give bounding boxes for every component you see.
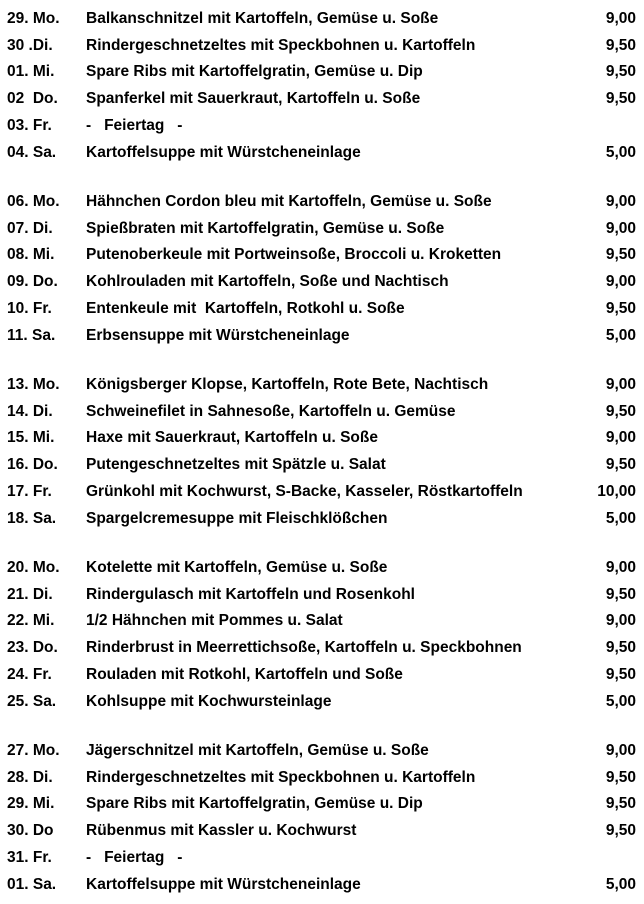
menu-row [0,297,644,321]
menu-day: 17. Fr. [7,482,52,500]
menu-day: 25. Sa. [7,692,57,710]
menu-dish: Spargelcremesuppe mit Fleischklößchen [86,509,388,527]
menu-dish: Rindergulasch mit Kartoffeln und Rosenkohl [86,585,415,603]
menu-price: 9,00 [605,219,636,237]
menu-price: 5,00 [605,692,636,710]
menu-dish: Hähnchen Cordon bleu mit Kartoffeln, Gemüse u. Soße [86,193,492,210]
menu-dish: Rinderbrust in Meerrettichsoße, Kartoffeln u. Speckbohnen [86,639,522,657]
menu-row [0,243,644,267]
menu-row [0,373,644,397]
menu-price: 9,50 [605,63,636,81]
menu-price: 9,50 [605,36,636,54]
menu-dish: - Feiertag - [86,116,183,134]
menu-price: 9,50 [605,665,636,683]
menu-row [0,324,644,348]
menu-price: 5,00 [605,326,636,344]
menu-dish: Putenoberkeule mit Portweinsoße, Broccoli u. Kroketten [86,246,502,264]
menu-price: 9,00 [605,273,636,291]
menu-row [0,663,644,687]
menu-price: 9,00 [605,612,636,630]
menu-row [0,480,644,504]
menu-day: 21. Di. [7,585,53,603]
menu-day: 02 Do. [7,90,58,108]
menu-day: 14. Di. [7,402,53,420]
menu-day: 08. Mi. [7,246,55,264]
menu-day: 01. Mi. [7,63,55,81]
menu-row [0,766,644,790]
menu-price: 5,00 [605,875,636,893]
menu-dish: Erbsensuppe mit Würstcheneinlage [86,326,350,344]
menu-price: 9,50 [605,246,636,264]
menu-price: 9,50 [605,822,636,840]
menu-row [0,217,644,241]
menu-row [0,400,644,424]
menu-day: 28. Di. [7,768,53,786]
menu-price: 9,50 [605,402,636,420]
menu-row [0,270,644,294]
menu-price: 9,00 [605,742,636,759]
menu-day: 15. Mi. [7,429,55,447]
menu-row [0,453,644,477]
menu-dish: Kartoffelsuppe mit Würstcheneinlage [86,143,361,161]
menu-dish: Königsberger Klopse, Kartoffeln, Rote Bete, Nachtisch [86,376,489,393]
menu-dish: Schweinefilet in Sahnesoße, Kartoffeln u. Gemüse [86,402,456,420]
menu-row [0,846,644,870]
menu-day: 03. Fr. [7,116,52,134]
menu-row [0,556,644,580]
menu-row [0,34,644,58]
menu-dish: Spießbraten mit Kartoffelgratin, Gemüse u. Soße [86,219,445,237]
menu-price: 9,50 [605,299,636,317]
menu-price: 9,50 [605,456,636,474]
menu-row [0,873,644,897]
menu-day: 07. Di. [7,219,53,237]
menu-day: 22. Mi. [7,612,55,630]
menu-day: 11. Sa. [7,326,56,344]
menu-row [0,690,644,714]
menu-dish: Kartoffelsuppe mit Würstcheneinlage [86,875,361,893]
menu-price: 9,00 [605,429,636,447]
menu-dish: Putengeschnetzeltes mit Spätzle u. Salat [86,456,386,474]
menu-price: 5,00 [605,509,636,527]
menu-row [0,636,644,660]
menu-day: 30. Do [7,822,54,840]
menu-price: 9,00 [605,559,636,576]
menu-row [0,426,644,450]
menu-price: 9,00 [605,193,636,210]
menu-dish: Spare Ribs mit Kartoffelgratin, Gemüse u. Dip [86,795,423,813]
menu-dish: Spare Ribs mit Kartoffelgratin, Gemüse u. Dip [86,63,423,81]
menu-day: 23. Do. [7,639,58,657]
menu-price: 9,00 [605,10,636,27]
menu-row [0,507,644,531]
menu-day: 10. Fr. [7,299,52,317]
menu-day: 04. Sa. [7,143,57,161]
menu-dish: Rouladen mit Rotkohl, Kartoffeln und Soße [86,665,403,683]
menu-day: 29. Mi. [7,795,55,813]
menu-day: 06. Mo. [7,193,60,210]
menu-dish: Kohlrouladen mit Kartoffeln, Soße und Nachtisch [86,273,449,291]
menu-dish: Haxe mit Sauerkraut, Kartoffeln u. Soße [86,429,378,447]
menu-row [0,739,644,763]
menu-price: 9,50 [605,639,636,657]
menu-row [0,609,644,633]
menu-dish: Kotelette mit Kartoffeln, Gemüse u. Soße [86,559,388,576]
menu-dish: Balkanschnitzel mit Kartoffeln, Gemüse u. Soße [86,10,439,27]
menu-dish: Rübenmus mit Kassler u. Kochwurst [86,822,357,840]
menu-day: 01. Sa. [7,875,57,893]
menu-price: 9,50 [605,795,636,813]
menu-price: 5,00 [605,143,636,161]
menu-dish: Rindergeschnetzeltes mit Speckbohnen u. Kartoffeln [86,36,476,54]
menu-row [0,819,644,843]
menu-dish: Kohlsuppe mit Kochwursteinlage [86,692,332,710]
menu-dish: 1/2 Hähnchen mit Pommes u. Salat [86,612,343,630]
menu-day: 13. Mo. [7,376,60,393]
menu-price: 9,50 [605,768,636,786]
menu-row [0,190,644,214]
menu-row [0,583,644,607]
menu-price: 9,50 [605,90,636,108]
menu-price: 9,50 [605,585,636,603]
menu-day: 31. Fr. [7,848,52,866]
menu-price: 9,00 [605,376,636,393]
menu-dish: - Feiertag - [86,848,183,866]
menu-row [0,792,644,816]
menu-day: 09. Do. [7,273,58,291]
menu-row [0,141,644,165]
menu-day: 16. Do. [7,456,58,474]
menu-row [0,114,644,138]
menu-row [0,60,644,84]
menu-dish: Entenkeule mit Kartoffeln, Rotkohl u. Soße [86,299,405,317]
menu-row [0,87,644,111]
menu-day: 24. Fr. [7,665,52,683]
menu-dish: Jägerschnitzel mit Kartoffeln, Gemüse u. Soße [86,742,429,759]
menu-price: 10,00 [597,482,636,500]
menu-dish: Spanferkel mit Sauerkraut, Kartoffeln u. Soße [86,90,421,108]
menu-dish: Grünkohl mit Kochwurst, S-Backe, Kasseler, Röstkartoffeln [86,482,523,500]
menu-row [0,7,644,31]
menu-dish: Rindergeschnetzeltes mit Speckbohnen u. Kartoffeln [86,768,476,786]
menu-day: 29. Mo. [7,10,60,27]
menu-day: 18. Sa. [7,509,57,527]
menu-day: 30 .Di. [7,36,53,54]
menu-day: 27. Mo. [7,742,60,759]
menu-day: 20. Mo. [7,559,60,576]
